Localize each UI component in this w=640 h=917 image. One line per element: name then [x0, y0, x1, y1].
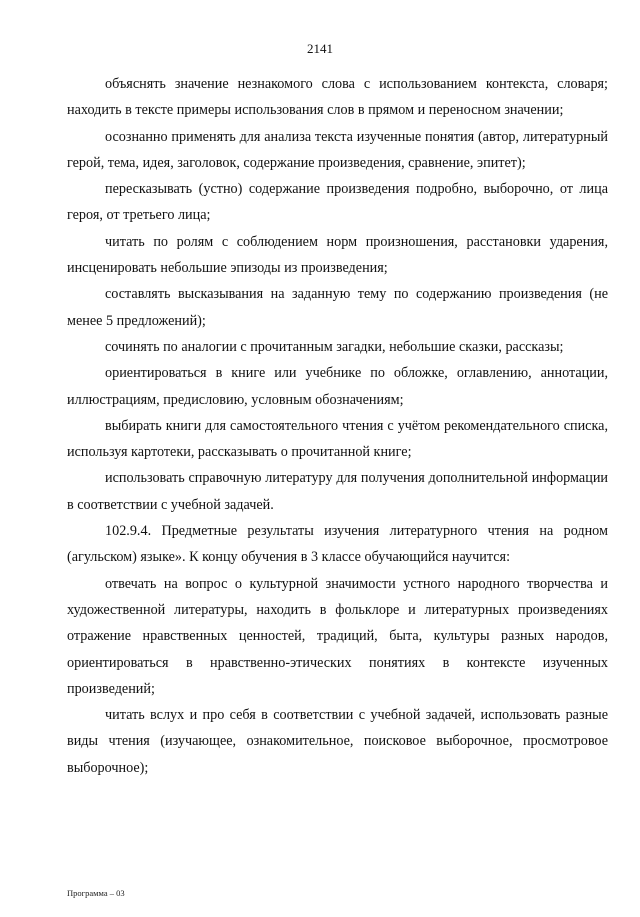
paragraph: читать вслух и про себя в соответствии с учебной задачей, использовать разные виды чтения (изучающее, ознакомительное, поисковое выборочное, просмотровое выборочное);: [67, 707, 608, 776]
footer-label: Программа – 03: [67, 888, 125, 898]
paragraph: сочинять по аналогии с прочитанным загадки, небольшие сказки, рассказы;: [105, 338, 564, 355]
page-number: 2141: [307, 41, 333, 56]
paragraph: ориентироваться в книге или учебнике по обложке, оглавлению, аннотации, иллюстрациям, предисловию, условным обозначениям;: [67, 365, 608, 408]
paragraph: осознанно применять для анализа текста изученные понятия (автор, литературный герой, тема, идея, заголовок, содержание произведения, сравнение, эпитет);: [67, 128, 608, 171]
paragraph: использовать справочную литературу для получения дополнительной информации в соответствии с учебной задачей.: [67, 470, 608, 513]
paragraph: отвечать на вопрос о культурной значимости устного народного творчества и художественной литературы, находить в фольклоре и литературных произведениях отражение нравственных ценностей, традиций, быта, культуры разных народов, ориентироваться в нравственно-этических понятиях в контексте изученных произведений;: [67, 575, 608, 697]
paragraph: выбирать книги для самостоятельного чтения с учётом рекомендательного списка, используя картотеки, рассказывать о прочитанной книге;: [67, 417, 608, 461]
paragraph: пересказывать (устно) содержание произведения подробно, выборочно, от лица героя, от третьего лица;: [67, 181, 608, 224]
document-body: [67, 71, 608, 781]
paragraph: читать по ролям с соблюдением норм произношения, расстановки ударения, инсценировать небольшие эпизоды из произведения;: [67, 233, 608, 277]
paragraph: составлять высказывания на заданную тему по содержанию произведения (не менее 5 предложений);: [67, 286, 608, 329]
paragraph: объяснять значение незнакомого слова с использованием контекста, словаря; находить в тексте примеры использования слов в прямом и переносном значении;: [67, 76, 608, 119]
section-heading-paragraph: 102.9.4. Предметные результаты изучения литературного чтения на родном (агульском) языке». К концу обучения в 3 классе обучающийся научится:: [67, 523, 608, 566]
